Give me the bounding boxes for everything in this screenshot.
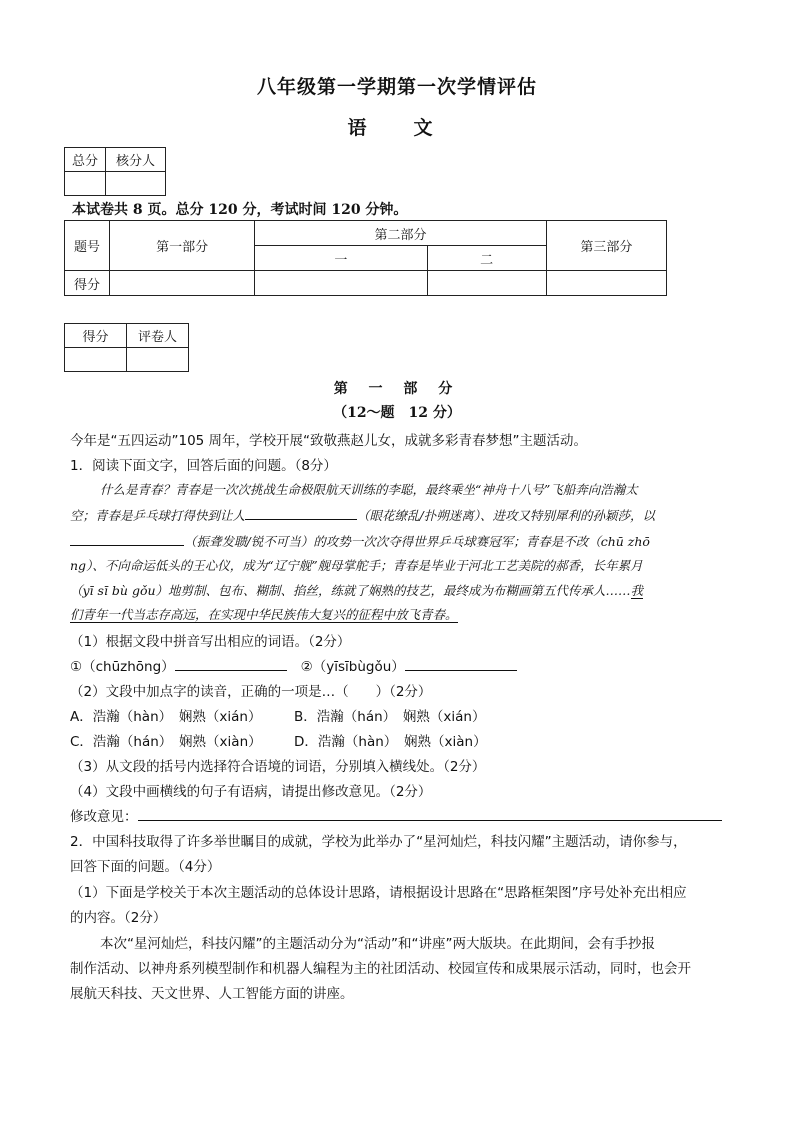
score-part2a-cell[interactable] [255, 271, 427, 296]
q1-1a-label: ①（chūzhōng） [70, 659, 175, 675]
header-part2-sub2: 二 [427, 246, 546, 271]
revise-blank[interactable] [138, 806, 722, 821]
total-score-cell[interactable] [65, 172, 106, 196]
score-part3-cell[interactable] [546, 271, 666, 296]
total-score-label: 总分 [65, 148, 106, 172]
q2-passage-line-2: 制作活动、以神舟系列模型制作和机器人编程为主的社团活动、校园宣传和成果展示活动，同时，也会开 [70, 961, 691, 977]
section-heading: 第 一 部 分 [333, 381, 461, 397]
passage-line-1: 什么是青春？青春是一次次挑战生命极限航天训练的李聪，最终乘坐“神舟十八号”飞船奔向浩瀚太 [100, 482, 638, 497]
option-d[interactable]: D．浩瀚（hàn） 娴熟（xiàn） [294, 734, 487, 750]
exam-notice: 本试卷共 8 页。总分 120 分，考试时间 120 分钟。 [72, 202, 408, 218]
header-part1: 第一部分 [110, 221, 255, 271]
q2-passage-line-1: 本次“星河灿烂，科技闪耀”的主题活动分为“活动”和“讲座”两大版块。在此期间，会有手抄报 [100, 936, 655, 952]
q2-passage-line-3: 展航天科技、天文世界、人工智能方面的讲座。 [70, 986, 354, 1002]
q1-1-prompt: （1）根据文段中拼音写出相应的词语。（2分） [70, 634, 351, 650]
q1-3-prompt: （3）从文段的括号内选择符合语境的词语，分别填入横线处。（2分） [70, 759, 486, 775]
options-row-2 [70, 730, 730, 750]
q2-1-line-1: （1）下面是学校关于本次主题活动的总体设计思路，请根据设计思路在“思路框架图”序号处补充出相应 [70, 885, 687, 901]
q2-1-line-2: 的内容。（2分） [70, 910, 167, 926]
subject-title: 语 文 [347, 117, 447, 139]
score-part2b-cell[interactable] [427, 271, 546, 296]
option-c[interactable]: C．浩瀚（hán） 娴熟（xiàn） [70, 734, 262, 750]
blank-2[interactable] [70, 531, 184, 546]
option-a[interactable]: A．浩瀚（hàn） 娴熟（xián） [70, 709, 262, 725]
passage-line-2a: 空；青春是乒乓球打得快到让人 [70, 508, 246, 523]
grader-box [64, 323, 189, 372]
q1-2-prompt: （2）文段中加点字的读音，正确的一项是…（ ）（2分） [70, 684, 432, 700]
row-score-label: 得分 [65, 271, 110, 296]
q1-1b-label: ②（yīsībùgǒu） [300, 659, 405, 675]
passage-line-4: ng）、不向命运低头的王心仪，成为“辽宁舰”舰母掌舵手；青春是毕业于河北工艺美院的郝香，长年累月 [70, 558, 643, 573]
score-part1-cell[interactable] [110, 271, 255, 296]
q1-1b-blank[interactable] [405, 656, 517, 671]
passage-line-6 [70, 605, 730, 623]
revise-row [70, 805, 730, 825]
q2-line-2: 回答下面的问题。（4分） [70, 859, 221, 875]
intro-text: 今年是“五四运动”105 周年，学校开展“致敬燕赵儿女，成就多彩青春梦想”主题活动。 [70, 433, 588, 449]
passage-line-5 [70, 581, 730, 599]
exam-title: 八年级第一学期第一次学情评估 [256, 76, 537, 98]
options-row-1 [70, 705, 730, 725]
checker-label: 核分人 [106, 148, 166, 172]
passage-line-2b: （眼花缭乱/扑朔迷离）、进攻又特别犀利的孙颖莎，以 [357, 508, 655, 523]
passage-line-3 [70, 531, 730, 550]
q1-1-answers [70, 655, 730, 675]
score-table [64, 220, 667, 296]
header-part3: 第三部分 [546, 221, 666, 271]
passage-line-5a: （yī sī bù gǒu）地剪制、包布、糊制、掐丝，练就了娴熟的技艺，最终成为布糊画第五代传承人…… [70, 583, 631, 598]
header-part2: 第二部分 [255, 221, 546, 246]
grader-score-label: 得分 [65, 324, 127, 348]
passage-line-5-underlined: 我 [630, 583, 644, 598]
section-subheading: （12～题 12 分） [333, 405, 461, 421]
checker-cell[interactable] [106, 172, 166, 196]
passage-line-6-underlined: 们青年一代当志存高远，在实现中华民族伟大复兴的征程中放飞青春。 [70, 607, 458, 622]
grader-name-cell[interactable] [127, 348, 189, 372]
revise-label: 修改意见： [70, 809, 138, 825]
blank-1[interactable] [245, 505, 357, 520]
passage-line-3b: （振聋发聩/锐不可当）的攻势一次次夺得世界乒乓球赛冠军；青春是不改（chū zhō [184, 534, 650, 549]
header-part2-sub1: 一 [255, 246, 427, 271]
header-tihao: 题号 [65, 221, 110, 271]
option-b[interactable]: B．浩瀚（hán） 娴熟（xián） [294, 709, 486, 725]
q2-line-1: 2．中国科技取得了许多举世瞩目的成就，学校为此举办了“星河灿烂，科技闪耀”主题活动，请你参与， [70, 834, 687, 850]
q1-title: 1．阅读下面文字，回答后面的问题。（8分） [70, 458, 337, 474]
q1-4-prompt: （4）文段中画横线的句子有语病，请提出修改意见。（2分） [70, 784, 432, 800]
passage-line-2 [70, 505, 730, 524]
grader-score-cell[interactable] [65, 348, 127, 372]
q1-1a-blank[interactable] [175, 656, 287, 671]
grader-label: 评卷人 [127, 324, 189, 348]
total-score-box [64, 147, 166, 196]
